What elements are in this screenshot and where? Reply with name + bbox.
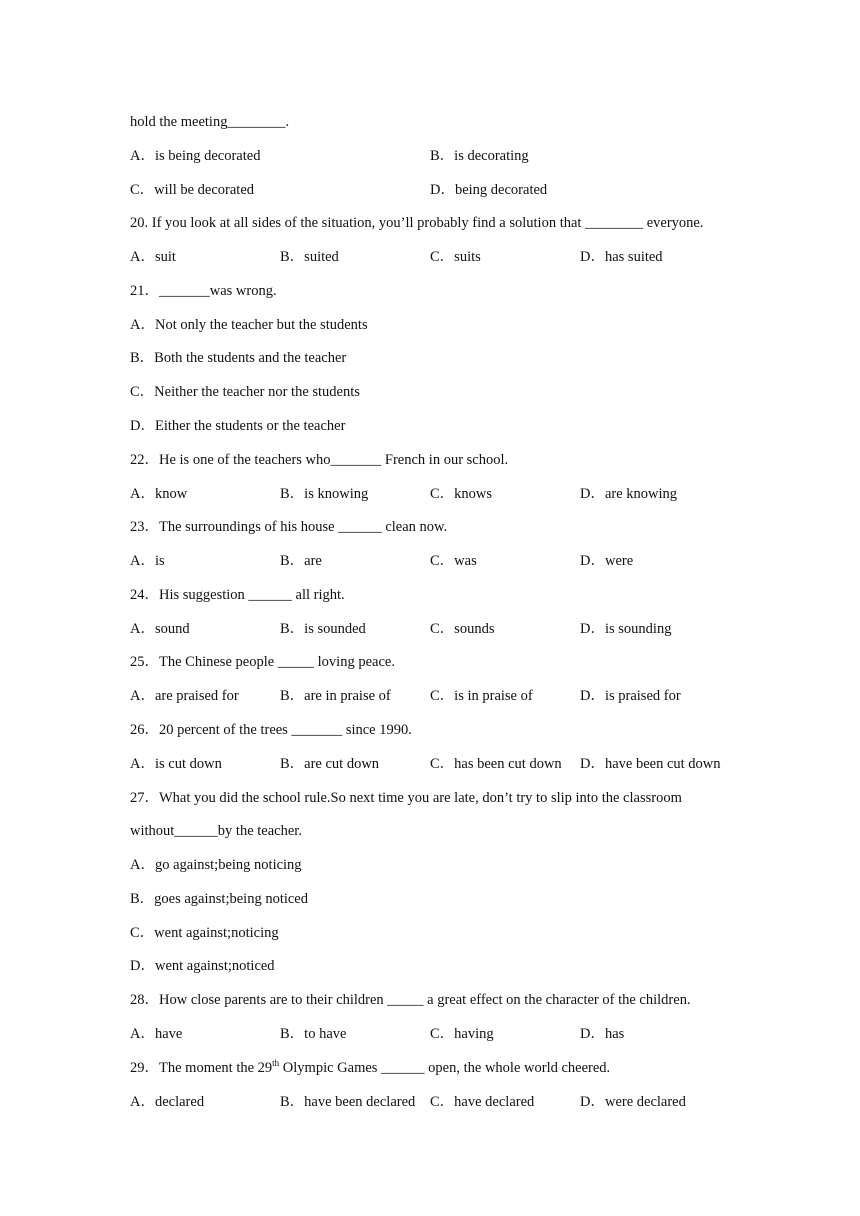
option-c: C．is in praise of [430,688,533,704]
question-21-option-b: B．Both the students and the teacher [130,350,347,366]
option-d: D．has suited [580,249,663,265]
option-c: C．was [430,553,477,569]
option-d: D．are knowing [580,486,678,502]
option-b: B．is decorating [430,148,529,164]
option-b: B．is sounded [280,621,366,637]
option-a: A．know [130,486,188,502]
option-c: C．has been cut down [430,756,562,772]
option-b: B．have been declared [280,1094,416,1110]
option-a: A．sound [130,621,190,637]
question-21-option-c: C．Neither the teacher nor the students [130,384,360,400]
option-b: B．is knowing [280,486,369,502]
option-b: B．suited [280,249,339,265]
question-29-stem [130,1058,610,1078]
option-a: A．is being decorated [130,148,261,164]
question-23-stem: 23．The surroundings of his house ______ clean now. [130,519,448,535]
option-c: C．suits [430,249,481,265]
option-c: C．knows [430,486,493,502]
question-24-stem: 24．His suggestion ______ all right. [130,587,345,603]
question-21-option-a: A．Not only the teacher but the students [130,317,368,333]
question-26-stem: 26．20 percent of the trees _______ since 1990. [130,722,412,738]
option-d: D．being decorated [430,182,548,198]
question-19-stem-end: hold the meeting________. [130,114,290,130]
option-d: D．has [580,1026,625,1042]
option-d: D．is sounding [580,621,672,637]
question-29-stem-end: Olympic Games ______ open, the whole world cheered. [279,1060,611,1076]
question-27-option-d: D．went against;noticed [130,958,275,974]
question-20-stem: 20. If you look at all sides of the situation, you’ll probably find a solution that ________ everyone. [130,215,704,231]
option-b: B．are cut down [280,756,380,772]
option-c: C．having [430,1026,494,1042]
question-27-stem-continued: without______by the teacher. [130,823,302,839]
option-b: B．are [280,553,322,569]
option-d: D．have been cut down [580,756,721,772]
option-c: C．will be decorated [130,182,255,198]
question-27-option-b: B．goes against;being noticed [130,891,308,907]
option-b: B．to have [280,1026,347,1042]
option-a: A．have [130,1026,183,1042]
option-a: A．declared [130,1094,205,1110]
question-28-stem: 28．How close parents are to their children _____ a great effect on the character of the children. [130,992,691,1008]
option-a: A．is cut down [130,756,222,772]
question-25-stem: 25．The Chinese people _____ loving peace. [130,654,395,670]
option-a: A．suit [130,249,176,265]
question-21-stem: 21．_______was wrong. [130,283,277,299]
option-c: C．sounds [430,621,495,637]
option-c: C．have declared [430,1094,535,1110]
question-29-stem-start: 29．The moment the 29 [130,1060,273,1076]
option-d: D．were [580,553,634,569]
option-a: A．is [130,553,165,569]
question-27-option-c: C．went against;noticing [130,925,279,941]
option-d: D．is praised for [580,688,681,704]
option-d: D．were declared [580,1094,686,1110]
option-a: A．are praised for [130,688,239,704]
question-22-stem: 22．He is one of the teachers who_______ French in our school. [130,452,509,468]
ordinal-suffix: th [272,1058,280,1069]
question-21-option-d: D．Either the students or the teacher [130,418,346,434]
question-27-stem: 27．What you did the school rule.So next time you are late, don’t try to slip into the classroom [130,790,682,806]
option-b: B．are in praise of [280,688,391,704]
question-27-option-a: A．go against;being noticing [130,857,302,873]
